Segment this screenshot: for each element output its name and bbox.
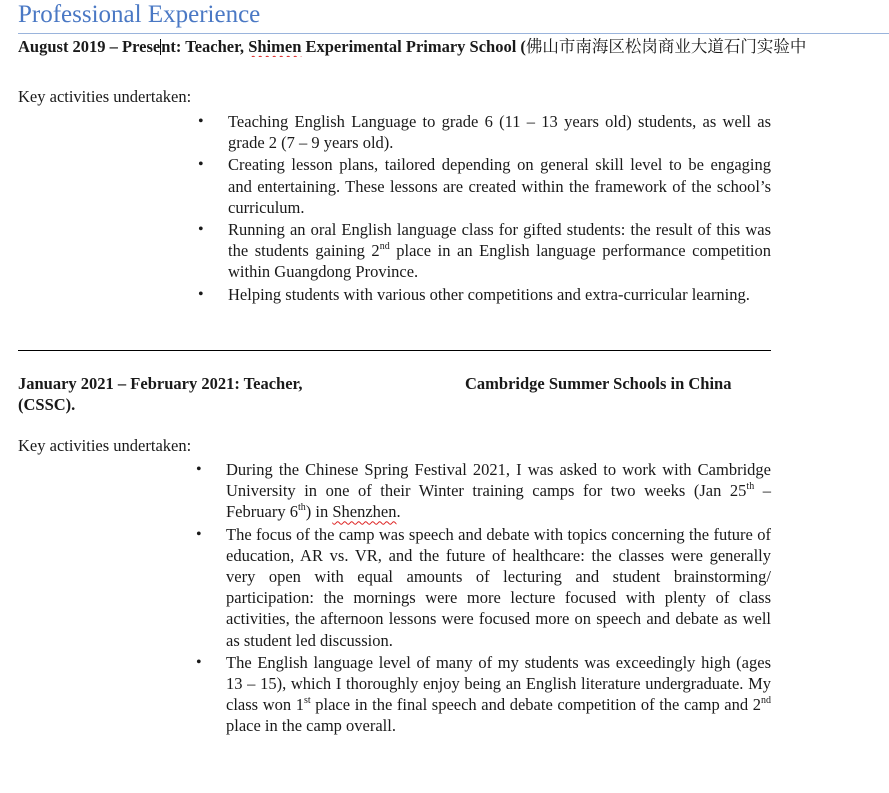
bullet-text: During the Chinese Spring Festival 2021, I was asked to work with Cambridge University in one of their Winter training camps for two weeks (Jan 25 <box>226 460 771 501</box>
list-item <box>226 524 771 651</box>
job1-school-chinese: 佛山市南海区松岗商业大道石门实验中 <box>525 37 807 56</box>
bullet-text: ) in <box>305 502 333 522</box>
bullet-text: . <box>396 502 401 522</box>
bullet-text: Running an oral English language class for gifted students: the result of this was the students gaining 2 <box>228 220 771 261</box>
job2-dates-role: January 2021 – February 2021: Teacher, <box>18 374 303 393</box>
ordinal-suffix: st <box>303 695 311 707</box>
job1-title <box>18 37 889 57</box>
job1-role: nt: Teacher, <box>161 37 249 56</box>
job2-bullet-list <box>226 459 771 738</box>
bullet-text: place in the camp overall. <box>226 716 396 736</box>
list-item <box>228 154 771 218</box>
bullet-text: – February 6 <box>226 481 772 522</box>
job2-organization: Cambridge Summer Schools in China <box>465 374 732 393</box>
job2-key-activities-label: Key activities undertaken: <box>18 436 192 455</box>
misspelled-word[interactable]: Shenzhen <box>332 502 397 522</box>
list-item <box>228 284 771 305</box>
ordinal-suffix: th <box>746 481 755 493</box>
list-item <box>226 459 771 523</box>
list-item <box>226 652 771 737</box>
bullet-text: place in an English language performance competition within Guangdong Province. <box>228 241 772 282</box>
bullet-text: Helping students with various other competitions and extra-curricular learning. <box>228 284 750 304</box>
bullet-text: The English language level of many of my students was exceedingly high (ages 13 – 15), which I thoroughly enjoy being an English literature undergraduate. My class won 1 <box>226 652 771 715</box>
job1-bullet-list <box>228 111 771 306</box>
ordinal-suffix: nd <box>761 695 772 707</box>
bullet-text: The focus of the camp was speech and debate with topics concerning the future of education, AR vs. VR, and the future of healthcare: the classes were generally very open with equal amounts of lecturing and student brainstorming/ participation: the mornings were more lecture focused with plenty of class activities, the afternoon lessons were focused more on speech and debate as well as student led discussion. <box>226 524 771 650</box>
section-divider <box>18 350 771 351</box>
bullet-text: Creating lesson plans, tailored depending on general skill level to be engaging and entertaining. These lessons are created within the framework of the school’s curriculum. <box>228 155 771 217</box>
job2-title <box>18 373 302 415</box>
heading-underline <box>18 33 889 34</box>
ordinal-suffix: nd <box>379 241 390 253</box>
bullet-text: place in the final speech and debate competition of the camp and 2 <box>310 695 762 715</box>
list-item <box>228 219 771 283</box>
bullet-text: Teaching English Language to grade 6 (11 – 13 years old) students, as well as grade 2 (7 – 9 years old). <box>228 112 771 153</box>
ordinal-suffix: th <box>297 502 306 514</box>
job1-dates: August 2019 – Prese <box>18 37 161 56</box>
job2-org-abbrev: (CSSC). <box>18 395 76 414</box>
job1-school-misspelled[interactable]: Shimen <box>248 37 302 56</box>
job1-school: Experimental Primary School ( <box>301 37 526 56</box>
job1-key-activities-label: Key activities undertaken: <box>18 87 192 106</box>
list-item <box>228 111 771 153</box>
section-heading: Professional Experience <box>18 1 261 28</box>
